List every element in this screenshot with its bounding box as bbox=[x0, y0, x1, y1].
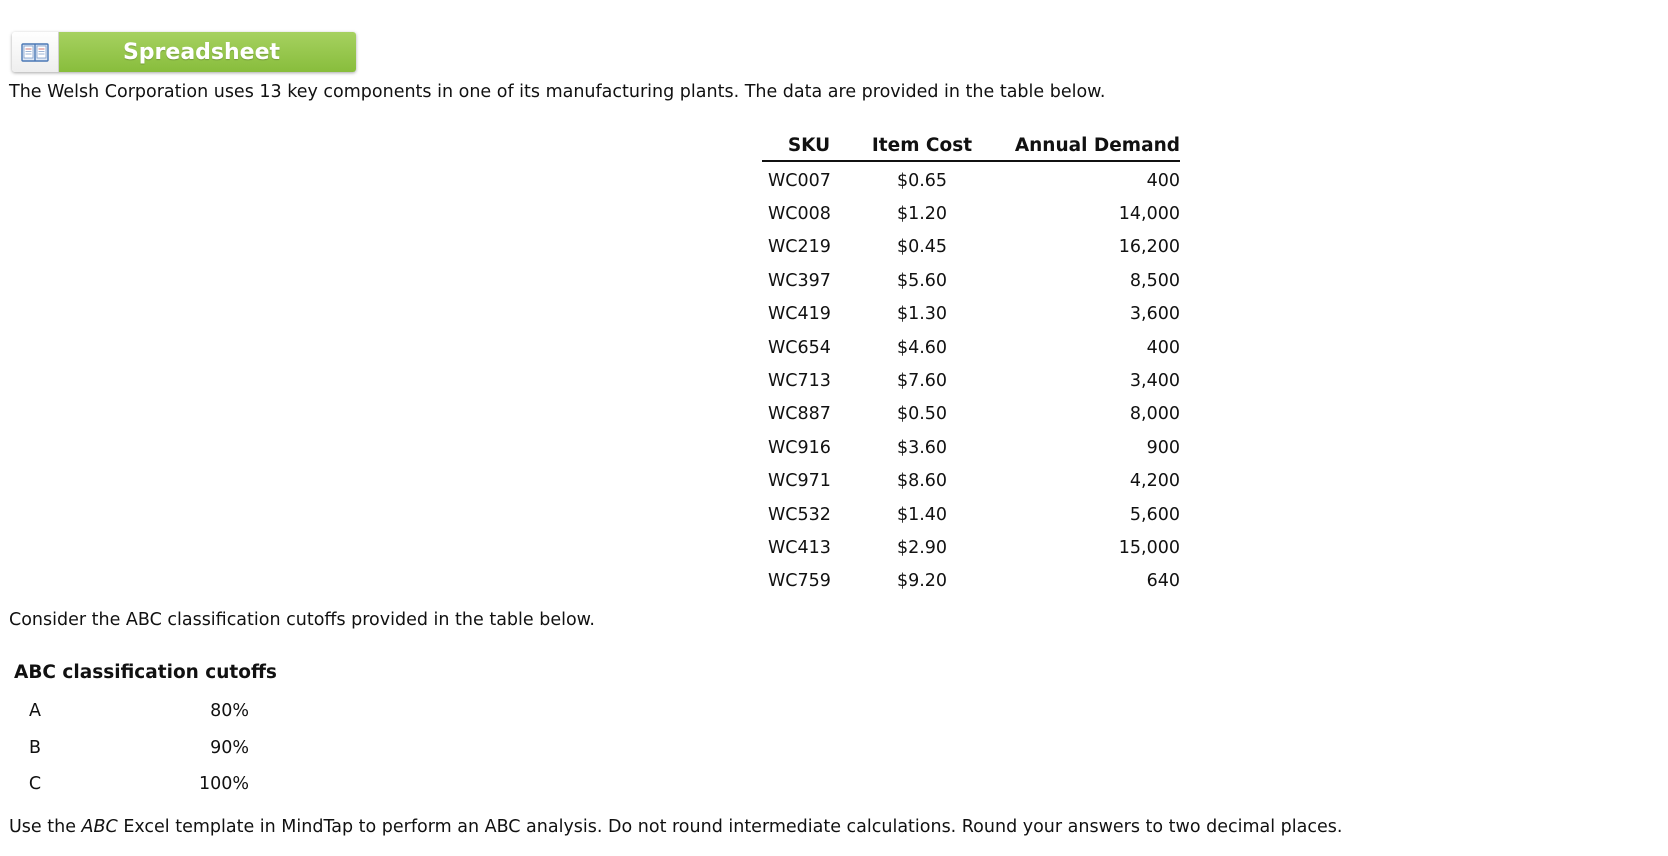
table-row bbox=[762, 465, 1180, 498]
table-row bbox=[762, 197, 1180, 230]
item-cost-cell: $3.60 bbox=[896, 437, 948, 458]
sku-cell: WC713 bbox=[768, 371, 831, 392]
annual-demand-cell: 640 bbox=[1146, 571, 1180, 592]
abc-cutoff-cell: 100% bbox=[198, 774, 249, 795]
table-row bbox=[762, 398, 1180, 431]
annual-demand-cell: 16,200 bbox=[1118, 237, 1180, 258]
annual-demand-cell: 900 bbox=[1146, 437, 1180, 458]
table-row bbox=[762, 298, 1180, 331]
table-row bbox=[762, 431, 1180, 464]
table-row bbox=[762, 498, 1180, 531]
item-cost-cell: $0.45 bbox=[896, 237, 948, 258]
sku-cell: WC759 bbox=[768, 571, 831, 592]
header-annual-demand: Annual Demand bbox=[988, 130, 1180, 161]
abc-class-cell: A bbox=[29, 701, 41, 722]
table-row bbox=[762, 231, 1180, 264]
annual-demand-cell: 3,600 bbox=[1129, 304, 1180, 325]
sku-cell: WC916 bbox=[768, 437, 831, 458]
item-cost-cell: $0.50 bbox=[896, 404, 948, 425]
item-cost-cell: $5.60 bbox=[896, 270, 948, 291]
table-row bbox=[14, 693, 249, 730]
components-body bbox=[762, 161, 1180, 598]
sku-cell: WC008 bbox=[768, 204, 831, 225]
annual-demand-cell: 4,200 bbox=[1129, 471, 1180, 492]
sku-cell: WC887 bbox=[768, 404, 831, 425]
abc-cutoffs-body bbox=[14, 693, 249, 803]
sku-cell: WC654 bbox=[768, 337, 831, 358]
abc-cutoffs-table bbox=[14, 693, 249, 803]
table-row bbox=[762, 565, 1180, 598]
table-row bbox=[762, 264, 1180, 297]
annual-demand-cell: 400 bbox=[1146, 337, 1180, 358]
table-row bbox=[762, 331, 1180, 364]
item-cost-cell: $8.60 bbox=[896, 471, 948, 492]
annual-demand-cell: 5,600 bbox=[1129, 504, 1180, 525]
spreadsheet-button[interactable] bbox=[12, 32, 356, 72]
item-cost-cell: $1.20 bbox=[896, 204, 948, 225]
table-row bbox=[14, 730, 249, 767]
table-row bbox=[762, 531, 1180, 564]
instructions-paragraph bbox=[9, 817, 1342, 837]
intro-paragraph: The Welsh Corporation uses 13 key components in one of its manufacturing plants. The data are provided in the table below. bbox=[9, 82, 1106, 102]
abc-cutoff-cell: 80% bbox=[210, 701, 249, 722]
sku-cell: WC971 bbox=[768, 471, 831, 492]
item-cost-cell: $1.30 bbox=[896, 304, 948, 325]
sku-cell: WC219 bbox=[768, 237, 831, 258]
instructions-emphasis-abc: ABC bbox=[81, 817, 118, 837]
abc-cutoffs-title: ABC classification cutoffs bbox=[14, 662, 277, 683]
header-sku: SKU bbox=[762, 130, 856, 161]
sku-cell: WC413 bbox=[768, 537, 831, 558]
consider-paragraph: Consider the ABC classification cutoffs provided in the table below. bbox=[9, 610, 595, 630]
abc-cutoff-cell: 90% bbox=[210, 737, 249, 758]
table-row bbox=[762, 161, 1180, 197]
sku-cell: WC007 bbox=[768, 170, 831, 191]
item-cost-cell: $2.90 bbox=[896, 537, 948, 558]
item-cost-cell: $1.40 bbox=[896, 504, 948, 525]
annual-demand-cell: 3,400 bbox=[1129, 371, 1180, 392]
annual-demand-cell: 15,000 bbox=[1118, 537, 1180, 558]
abc-class-cell: C bbox=[28, 774, 42, 795]
table-row bbox=[762, 364, 1180, 397]
annual-demand-cell: 400 bbox=[1146, 170, 1180, 191]
annual-demand-cell: 8,500 bbox=[1129, 270, 1180, 291]
book-icon bbox=[12, 32, 59, 72]
components-table bbox=[762, 130, 1180, 598]
item-cost-cell: $9.20 bbox=[896, 571, 948, 592]
table-row bbox=[14, 766, 249, 803]
spreadsheet-button-label: Spreadsheet bbox=[59, 32, 356, 72]
abc-class-cell: B bbox=[28, 737, 41, 758]
item-cost-cell: $7.60 bbox=[896, 371, 948, 392]
instructions-text-before: Use the bbox=[9, 817, 82, 837]
header-item-cost: Item Cost bbox=[856, 130, 988, 161]
item-cost-cell: $0.65 bbox=[896, 170, 948, 191]
annual-demand-cell: 14,000 bbox=[1118, 204, 1180, 225]
item-cost-cell: $4.60 bbox=[896, 337, 948, 358]
sku-cell: WC397 bbox=[768, 270, 831, 291]
annual-demand-cell: 8,000 bbox=[1129, 404, 1180, 425]
instructions-text-after: Excel template in MindTap to perform an ABC analysis. Do not round intermediate calculations. Round your answers to two decimal places. bbox=[117, 817, 1343, 837]
components-header-row bbox=[762, 130, 1180, 161]
sku-cell: WC419 bbox=[768, 304, 831, 325]
sku-cell: WC532 bbox=[768, 504, 831, 525]
